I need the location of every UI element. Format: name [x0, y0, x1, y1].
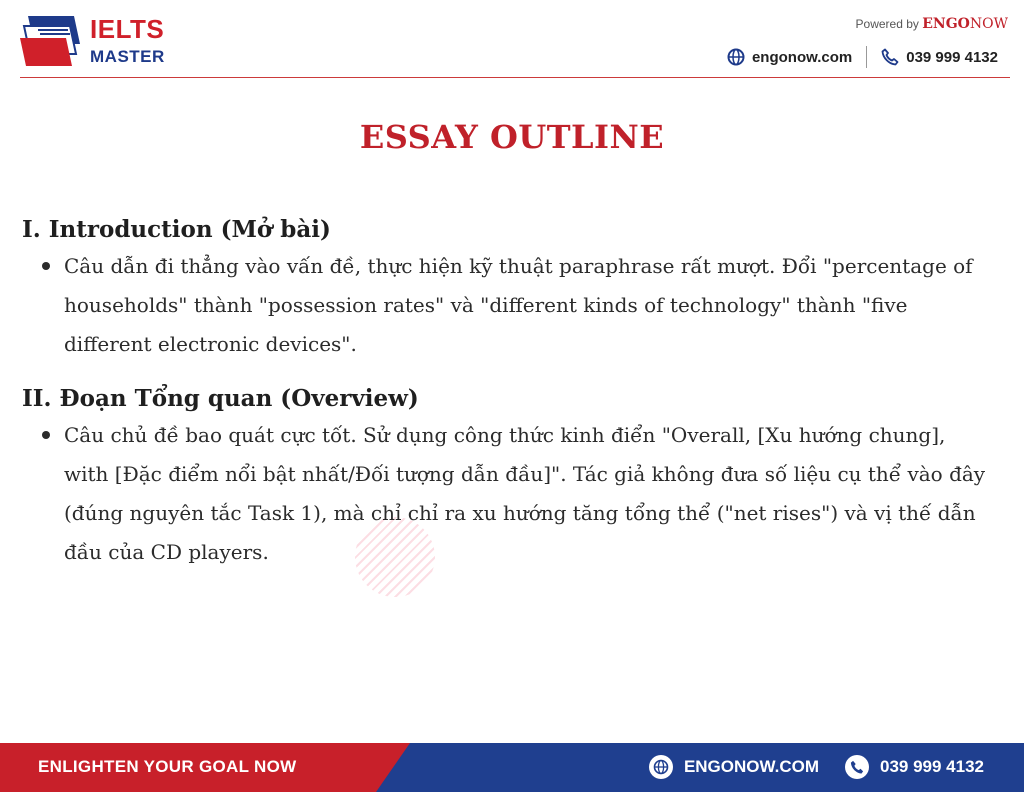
- globe-icon: [649, 755, 673, 779]
- phone-icon: [845, 755, 869, 779]
- footer-phone-link[interactable]: [845, 755, 984, 779]
- header-phone-text: 039 999 4132: [906, 48, 998, 66]
- logo-master-text: MASTER: [90, 47, 165, 66]
- powered-prefix: Powered by: [855, 17, 919, 31]
- section-heading-overview: II. Đoạn Tổng quan (Overview): [22, 385, 419, 412]
- powered-by: [856, 16, 1008, 32]
- page-title: ESSAY OUTLINE: [359, 118, 665, 156]
- page-header: [0, 0, 1024, 80]
- header-website-link[interactable]: [727, 48, 852, 66]
- page-footer: [0, 743, 1024, 792]
- list-item: [22, 416, 992, 572]
- bullet-icon: [42, 262, 50, 270]
- essay-outline-content: [22, 213, 992, 590]
- header-contact: [727, 46, 998, 68]
- footer-website-link[interactable]: [649, 755, 819, 779]
- header-website-text: engonow.com: [751, 48, 853, 66]
- bullet-icon: [42, 431, 50, 439]
- list-item: [22, 247, 992, 364]
- phone-icon: [881, 48, 899, 66]
- footer-website-text: ENGONOW.COM: [683, 757, 819, 776]
- section-heading-introduction: I. Introduction (Mở bài): [22, 216, 331, 243]
- header-separator: [866, 46, 867, 68]
- overview-bullets: [22, 416, 992, 572]
- header-divider: [20, 77, 1010, 78]
- globe-icon: [727, 48, 745, 66]
- footer-contact: [649, 755, 984, 779]
- footer-slogan: ENLIGHTEN YOUR GOAL NOW: [38, 757, 297, 776]
- powered-brand-rest: NOW: [969, 16, 1008, 32]
- logo-book-icon: [20, 14, 86, 68]
- introduction-bullets: [22, 247, 992, 364]
- bullet-text: Câu chủ đề bao quát cực tốt. Sử dụng công thức kinh điển "Overall, [Xu hướng chung], with [Đặc điểm nổi bật nhất/Đối tượng dẫn đầu]". Tác giả không đưa số liệu cụ thể vào đây (đúng nguyên tắc Task 1), mà chỉ chỉ ra xu hướng tăng tổng thể ("net rises") và vị thế dẫn đầu của CD players.: [64, 423, 986, 564]
- header-phone-link[interactable]: [881, 48, 998, 66]
- powered-brand-bold: ENGO: [922, 16, 970, 32]
- bullet-text: Câu dẫn đi thẳng vào vấn đề, thực hiện kỹ thuật paraphrase rất mượt. Đổi "percentage of households" thành "possession rates" và "different kinds of technology" thành "five different electronic devices".: [64, 254, 973, 356]
- footer-phone-text: 039 999 4132: [880, 757, 984, 776]
- logo-ielts-text: IELTS: [90, 14, 165, 44]
- ielts-master-logo[interactable]: [20, 14, 195, 70]
